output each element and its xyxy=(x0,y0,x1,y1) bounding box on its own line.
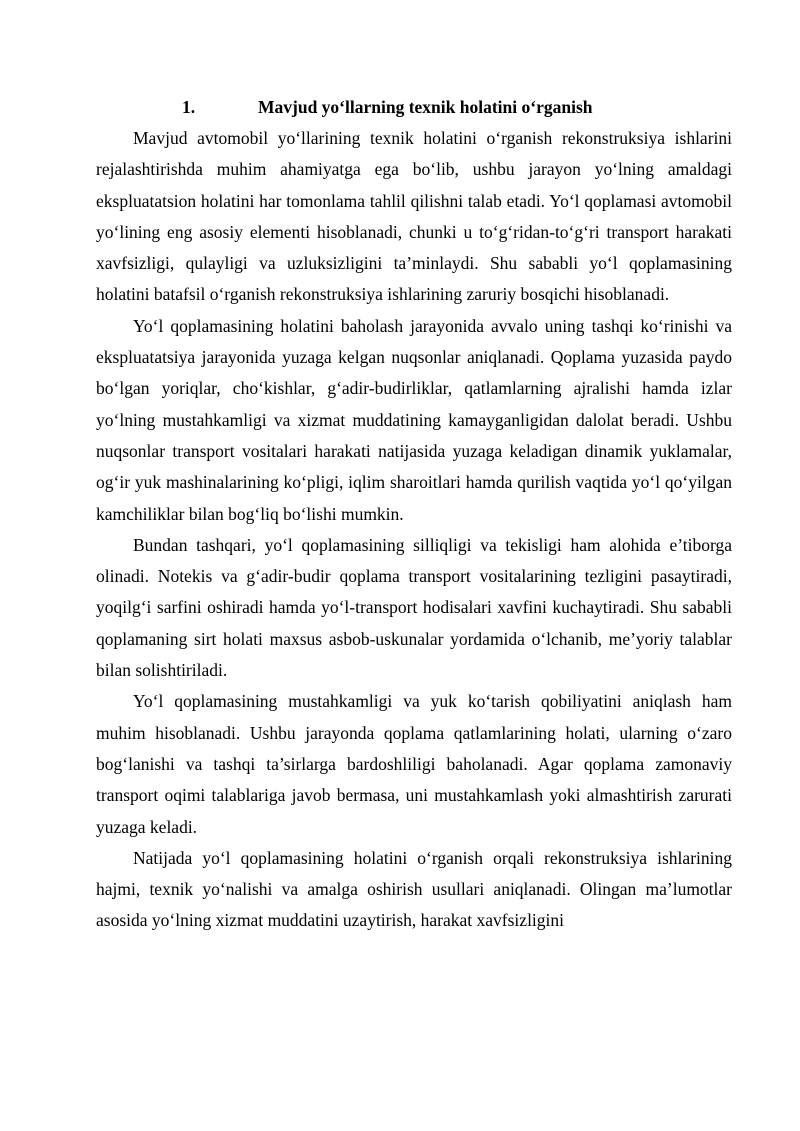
document-page xyxy=(96,92,732,937)
paragraph-1: Mavjud avtomobil yo‘llarining texnik holatini o‘rganish rekonstruksiya ishlarini rejalashtirishda muhim ahamiyatga ega bo‘lib, ushbu jarayon yo‘lning amaldagi ekspluatatsion holatini har tomonlama tahlil qilishni talab etadi. Yo‘l qoplamasi avtomobil yo‘lining eng asosiy elementi hisoblanadi, chunki u to‘g‘ridan-to‘g‘ri transport harakati xavfsizligi, qulayligi va uzluksizligini ta’minlaydi. Shu sababli yo‘l qoplamasining holatini batafsil o‘rganish rekonstruksiya ishlarining zaruriy bosqichi hisoblanadi. xyxy=(96,128,732,305)
section-title: Mavjud yo‘llarning texnik holatini o‘rganish xyxy=(258,97,593,117)
section-number: 1. xyxy=(182,97,196,117)
paragraph-2: Yo‘l qoplamasining holatini baholash jarayonida avvalo uning tashqi ko‘rinishi va ekspluatatsiya jarayonida yuzaga kelgan nuqsonlar aniqlanadi. Qoplama yuzasida paydo bo‘lgan yoriqlar, cho‘kishlar, g‘adir-budirliklar, qatlamlarning ajralishi hamda izlar yo‘lning mustahkamligi va xizmat muddatining kamayganligidan dalolat beradi. Ushbu nuqsonlar transport vositalari harakati natijasida yuzaga keladigan dinamik yuklamalar, og‘ir yuk mashinalarining ko‘pligi, iqlim sharoitlari hamda qurilish vaqtida yo‘l qo‘yilgan kamchiliklar bilan bog‘liq bo‘lishi mumkin. xyxy=(96,315,732,524)
section-heading xyxy=(96,92,732,123)
paragraph-3: Bundan tashqari, yo‘l qoplamasining silliqligi va tekisligi ham alohida e’tiborga olinadi. Notekis va g‘adir-budir qoplama transport vositalarining tezligini pasaytiradi, yoqilg‘i sarfini oshiradi hamda yo‘l-transport hodisalari xavfini kuchaytiradi. Shu sababli qoplamaning sirt holati maxsus asbob-uskunalar yordamida o‘lchanib, me’yoriy talablar bilan solishtiriladi. xyxy=(96,534,732,681)
paragraph-4: Yo‘l qoplamasining mustahkamligi va yuk ko‘tarish qobiliyatini aniqlash ham muhim hisoblanadi. Ushbu jarayonda qoplama qatlamlarining holati, ularning o‘zaro bog‘lanishi va tashqi ta’sirlarga bardoshliligi baholanadi. Agar qoplama zamonaviy transport oqimi talablariga javob bermasa, uni mustahkamlash yoki almashtirish zarurati yuzaga keladi. xyxy=(96,691,732,837)
paragraph-5: Natijada yo‘l qoplamasining holatini o‘rganish orqali rekonstruksiya ishlarining hajmi, texnik yo‘nalishi va amalga oshirish usullari aniqlanadi. Olingan ma’lumotlar asosida yo‘lning xizmat muddatini uzaytirish, harakat xavfsizligini xyxy=(96,847,732,931)
